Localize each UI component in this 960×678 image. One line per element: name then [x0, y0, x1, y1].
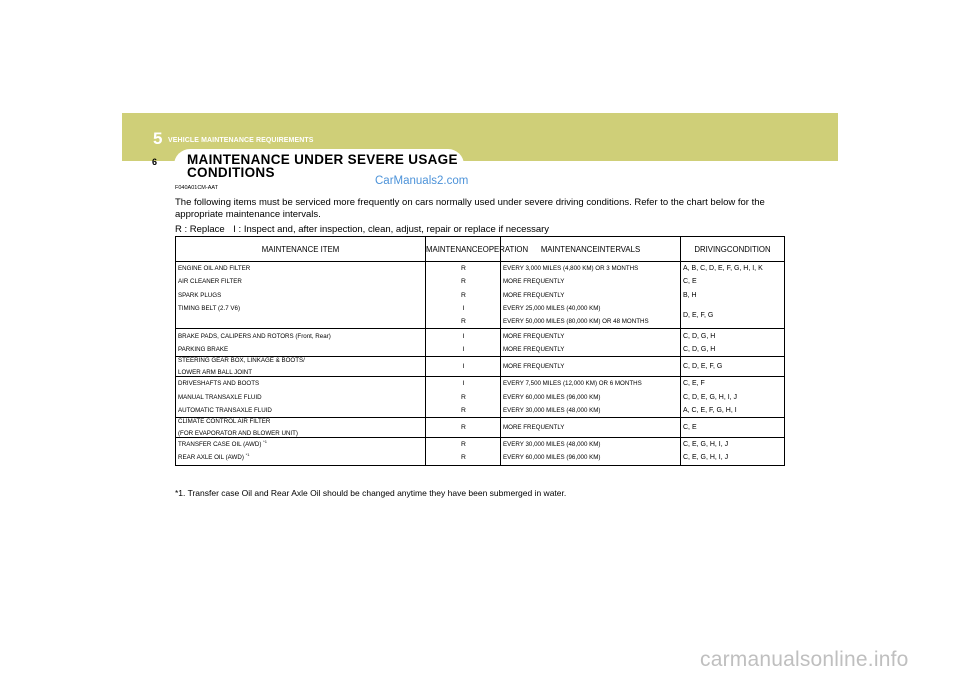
item-cell — [176, 357, 426, 377]
condition-cell: A, C, E, F, G, H, I — [683, 406, 737, 414]
condition-cell: B, H — [683, 291, 697, 299]
interval-cell: MORE FREQUENTLY — [501, 275, 681, 288]
header-operation: MAINTENANCEOPERATION — [426, 237, 501, 262]
operation-cell: I — [426, 329, 501, 343]
item-line: STEERING GEAR BOX, LINKAGE & BOOTS/ — [178, 357, 305, 365]
operation-cell: R — [426, 390, 501, 403]
item-cell: PARKING BRAKE — [176, 343, 426, 357]
item-line: LOWER ARM BALL JOINT — [178, 369, 253, 377]
item-cell: AUTOMATIC TRANSAXLE FLUID — [176, 404, 426, 418]
condition-cell: C, E — [681, 417, 785, 437]
legend-inspect: I : Inspect and, after inspection, clean, adjust, repair or replace if necessary — [233, 224, 550, 235]
condition-cell: C, E, G, H, I, J — [681, 437, 785, 451]
condition-cell: D, E, F, G — [683, 311, 714, 319]
item-cell: TRANSFER CASE OIL (AWD) $^{*1}$ — [176, 437, 426, 451]
legend — [175, 224, 555, 235]
interval-cell: MORE FREQUENTLY — [501, 417, 681, 437]
interval-cell: EVERY 3,000 MILES (4,800 KM) OR 3 MONTHS — [501, 262, 681, 276]
table-row — [176, 262, 785, 276]
table-row — [176, 302, 785, 315]
table-row — [176, 451, 785, 465]
operation-cell: R — [426, 451, 501, 465]
operation-cell: I — [426, 357, 501, 377]
operation-cell: I — [426, 377, 501, 391]
item-cell: MANUAL TRANSAXLE FLUID — [176, 390, 426, 403]
watermark-link[interactable]: CarManuals2.com — [375, 175, 469, 187]
table-row — [176, 404, 785, 418]
operation-cell: R — [426, 315, 501, 329]
interval-cell: MORE FREQUENTLY — [501, 289, 681, 302]
section-code: F040A01CM-AAT — [175, 185, 218, 191]
operation-cell: I — [426, 343, 501, 357]
table-row — [176, 357, 785, 377]
page-title: MAINTENANCE UNDER SEVERE USAGE CONDITIONS — [187, 152, 458, 180]
operation-cell: R — [426, 262, 501, 276]
table-header-row — [176, 237, 785, 262]
item-cell: SPARK PLUGS — [176, 289, 426, 302]
condition-cell: C, D, E, G, H, I, J — [683, 393, 738, 401]
legend-replace: R : Replace — [175, 224, 225, 235]
watermark-bottom: carmanualsonline.info — [700, 648, 909, 671]
table-row — [176, 329, 785, 343]
condition-cell: C, D, E, F, G — [681, 357, 785, 377]
item-cell: BRAKE PADS, CALIPERS AND ROTORS (Front, Rear) — [176, 329, 426, 343]
header-interval: MAINTENANCEINTERVALS — [501, 237, 681, 262]
item-cell: AIR CLEANER FILTER — [176, 275, 426, 288]
interval-cell: MORE FREQUENTLY — [501, 329, 681, 343]
condition-cell: C, D, G, H — [683, 345, 716, 353]
interval-cell: EVERY 30,000 MILES (48,000 KM) — [501, 437, 681, 451]
table-row — [176, 343, 785, 357]
table-row — [176, 377, 785, 391]
item-line: (FOR EVAPORATOR AND BLOWER UNIT) — [178, 429, 298, 437]
header-item: MAINTENANCE ITEM — [176, 237, 426, 262]
condition-cell: A, B, C, D, E, F, G, H, I, K — [683, 265, 763, 273]
interval-cell: MORE FREQUENTLY — [501, 357, 681, 377]
footnote-mark: *1 — [263, 439, 267, 445]
chapter-title: VEHICLE MAINTENANCE REQUIREMENTS — [168, 137, 314, 144]
operation-cell: R — [426, 437, 501, 451]
operation-cell: R — [426, 404, 501, 418]
item-cell: ENGINE OIL AND FILTER — [176, 262, 426, 276]
item-cell — [176, 417, 426, 437]
interval-cell: EVERY 60,000 MILES (96,000 KM) — [501, 390, 681, 403]
table-row — [176, 437, 785, 451]
interval-cell: EVERY 25,000 MILES (40,000 KM) — [501, 302, 681, 315]
footnote: *1. Transfer case Oil and Rear Axle Oil should be changed anytime they have been submerged in water. — [175, 488, 567, 498]
header-condition: DRIVINGCONDITION — [681, 237, 785, 262]
interval-cell: EVERY 30,000 MILES (48,000 KM) — [501, 404, 681, 418]
item-cell: TIMING BELT (2.7 V6) — [176, 302, 426, 315]
interval-cell: EVERY 50,000 MILES (80,000 KM) OR 48 MONTHS — [501, 315, 681, 329]
item-cell: REAR AXLE OIL (AWD) $^{*1}$ — [176, 451, 426, 465]
operation-cell: R — [426, 275, 501, 288]
condition-cell: C, E, G, H, I, J — [683, 454, 729, 462]
interval-cell: EVERY 60,000 MILES (96,000 KM) — [501, 451, 681, 465]
table-row — [176, 275, 785, 288]
table-row — [176, 289, 785, 302]
item-cell: DRIVESHAFTS AND BOOTS — [176, 377, 426, 391]
condition-cell: C, D, G, H — [681, 329, 785, 343]
chapter-number: 5 — [153, 129, 163, 148]
operation-cell: I — [426, 302, 501, 315]
condition-cell: C, E, F — [681, 377, 785, 391]
operation-cell: R — [426, 417, 501, 437]
intro-paragraph: The following items must be serviced more frequently on cars normally used under severe driving conditions. Refer to the chart below for the appropriate maintenance intervals. — [175, 197, 765, 220]
interval-cell: MORE FREQUENTLY — [501, 343, 681, 357]
footnote-mark: *1 — [245, 452, 250, 458]
page-number: 6 — [152, 157, 158, 167]
item-cell — [176, 315, 426, 329]
operation-cell: R — [426, 289, 501, 302]
table-row — [176, 417, 785, 437]
maintenance-table — [175, 236, 785, 466]
interval-cell: EVERY 7,500 MILES (12,000 KM) OR 6 MONTHS — [501, 377, 681, 391]
table-row — [176, 390, 785, 403]
condition-cell: C, E — [683, 278, 697, 286]
item-line: CLIMATE CONTROL AIR FILTER — [178, 417, 271, 425]
